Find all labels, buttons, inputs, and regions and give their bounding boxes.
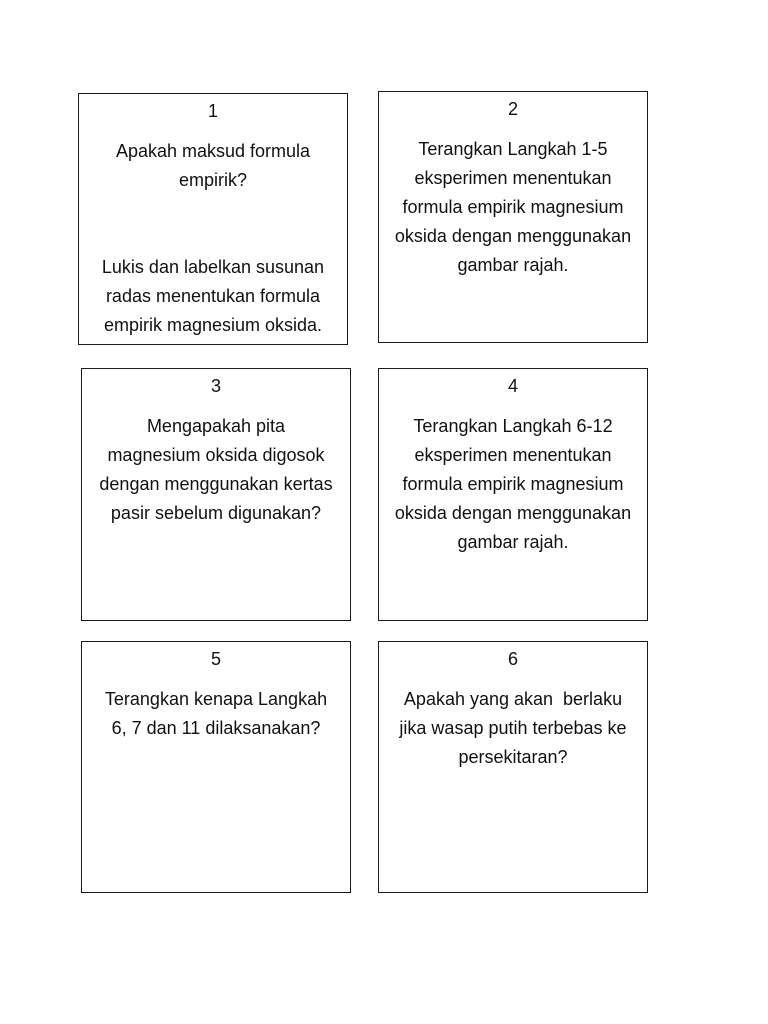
question-line: Terangkan kenapa Langkah <box>104 689 328 709</box>
question-line: gambar rajah. <box>457 532 569 552</box>
question-line: formula empirik magnesium <box>402 474 624 494</box>
question-text <box>385 135 641 280</box>
question-line: Apakah yang akan berlaku <box>403 689 623 709</box>
card-number: 4 <box>507 376 518 396</box>
question-text <box>385 412 641 557</box>
question-line: empirik? <box>178 170 248 190</box>
card-number: 1 <box>207 101 218 121</box>
question-card-5 <box>81 641 351 893</box>
question-line: 6, 7 dan 11 dilaksanakan? <box>111 718 321 738</box>
question-line: radas menentukan formula <box>105 286 321 306</box>
question-line: eksperimen menentukan <box>414 168 612 188</box>
question-line: persekitaran? <box>458 747 568 767</box>
card-number: 2 <box>507 99 518 119</box>
question-text <box>385 685 641 772</box>
question-text <box>88 685 344 743</box>
card-number: 3 <box>210 376 221 396</box>
question-card-4 <box>378 368 648 621</box>
question-line: Lukis dan labelkan susunan <box>101 257 325 277</box>
question-text <box>85 137 341 195</box>
question-card-6 <box>378 641 648 893</box>
question-line: Apakah maksud formula <box>115 141 311 161</box>
question-line: Terangkan Langkah 1-5 <box>418 139 608 159</box>
question-line: jika wasap putih terbebas ke <box>399 718 627 738</box>
question-line: eksperimen menentukan <box>414 445 612 465</box>
question-line: formula empirik magnesium <box>402 197 624 217</box>
question-card-2 <box>378 91 648 343</box>
question-line: magnesium oksida digosok <box>107 445 325 465</box>
spacer <box>85 195 341 253</box>
question-text-secondary <box>85 253 341 340</box>
card-number: 5 <box>210 649 221 669</box>
question-line: empirik magnesium oksida. <box>103 315 323 335</box>
question-line: Mengapakah pita <box>146 416 286 436</box>
question-line: gambar rajah. <box>457 255 569 275</box>
question-line: dengan menggunakan kertas <box>99 474 333 494</box>
question-card-3 <box>81 368 351 621</box>
card-number: 6 <box>507 649 518 669</box>
question-line: pasir sebelum digunakan? <box>110 503 322 523</box>
question-line: oksida dengan menggunakan <box>394 226 632 246</box>
question-line: Terangkan Langkah 6-12 <box>413 416 613 436</box>
question-text <box>88 412 344 528</box>
question-line: oksida dengan menggunakan <box>394 503 632 523</box>
question-card-1 <box>78 93 348 345</box>
